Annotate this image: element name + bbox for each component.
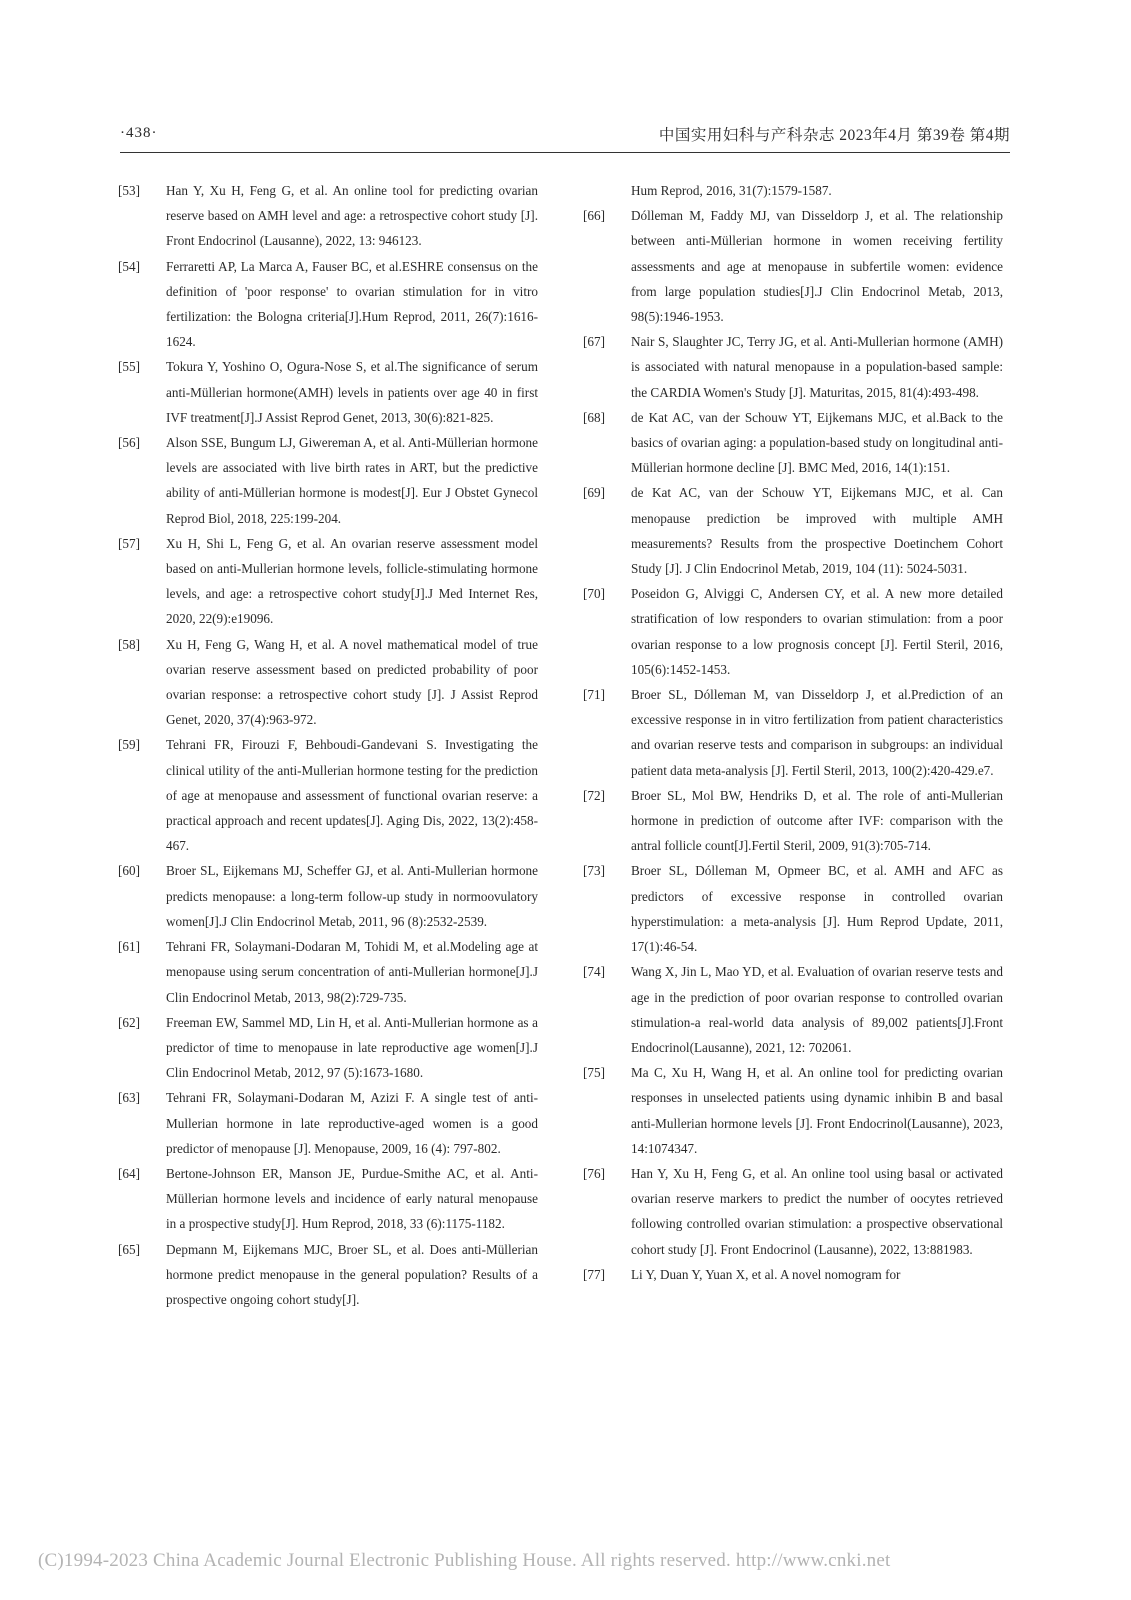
reference-number: [68] bbox=[583, 409, 605, 425]
reference-text: Wang X, Jin L, Mao YD, et al. Evaluation of ovarian reserve tests and age in the prediction of poor ovarian response to controlled ovarian stimulation-a real-world data analysis of 89,002 patients[J].Front Endocrinol(Lausanne), 2021, 12: 702061. bbox=[631, 964, 1003, 1055]
reference-text: Broer SL, Mol BW, Hendriks D, et al. The role of anti-Mullerian hormone in prediction of outcome after IVF: comparison with the antral follicle count[J].Fertil Steril, 2009, 91(3):705-714. bbox=[631, 787, 1003, 854]
reference-number: [69] bbox=[583, 485, 605, 501]
reference-entry bbox=[583, 783, 1003, 859]
page-header bbox=[120, 121, 1010, 151]
reference-text: Xu H, Shi L, Feng G, et al. An ovarian reserve assessment model based on anti-Mullerian hormone levels, follicle-stimulating hormone levels, and age: a retrospective cohort study[J].J Med Internet Res, 2020, 22(9):e19096. bbox=[166, 535, 538, 627]
reference-number: [56] bbox=[118, 435, 140, 451]
reference-text: Bertone-Johnson ER, Manson JE, Purdue-Smithe AC, et al. Anti-Müllerian hormone levels and incidence of early natural menopause in a prospective study[J]. Hum Reprod, 2018, 33 (6):1175-1182. bbox=[166, 1165, 538, 1232]
reference-text: Dólleman M, Faddy MJ, van Disseldorp J, et al. The relationship between anti-Müllerian hormone in women receiving fertility assessments and age at menopause in subfertile women: evidence from large population studies[J].J Clin Endocrinol Metab, 2013, 98(5):1946-1953. bbox=[631, 208, 1003, 325]
reference-text: Broer SL, Dólleman M, van Disseldorp J, et al.Prediction of an excessive response in in vitro fertilization from patient characteristics and ovarian reserve tests and comparison in subgroups: an individual patient data meta-analysis [J]. Fertil Steril, 2013, 100(2):420-429.e7. bbox=[631, 687, 1003, 778]
reference-entry bbox=[118, 632, 538, 733]
reference-text: Xu H, Feng G, Wang H, et al. A novel mathematical model of true ovarian reserve assessment based on predicted probability of poor ovarian response: a retrospective cohort study [J]. J Assist Reprod Genet, 2020, 37(4):963-972. bbox=[166, 636, 538, 728]
reference-number: [59] bbox=[118, 737, 140, 753]
reference-entry bbox=[118, 858, 538, 934]
reference-number: [67] bbox=[583, 334, 605, 350]
reference-text: Broer SL, Dólleman M, Opmeer BC, et al. AMH and AFC as predictors of excessive response in controlled ovarian hyperstimulation: a meta-analysis [J]. Hum Reprod Update, 2011, 17(1):46-54. bbox=[631, 863, 1003, 955]
reference-number: [62] bbox=[118, 1014, 140, 1030]
reference-entry bbox=[118, 934, 538, 1010]
reference-number: [75] bbox=[583, 1065, 605, 1081]
reference-number: [77] bbox=[583, 1266, 605, 1282]
reference-entry bbox=[583, 178, 1003, 203]
reference-entry bbox=[118, 732, 538, 858]
journal-title: 中国实用妇科与产科杂志 2023年4月 第39卷 第4期 bbox=[658, 127, 1010, 144]
reference-text: Han Y, Xu H, Feng G, et al. An online tool for predicting ovarian reserve based on AMH level and age: a retrospective cohort study [J]. Front Endocrinol (Lausanne), 2022, 13: 946123. bbox=[166, 183, 538, 249]
reference-text: Li Y, Duan Y, Yuan X, et al. A novel nomogram for bbox=[631, 1266, 901, 1282]
reference-entry bbox=[583, 1060, 1003, 1161]
reference-entry bbox=[118, 254, 538, 355]
reference-text: Tehrani FR, Solaymani-Dodaran M, Azizi F. A single test of anti-Mullerian hormone in late reproductive-aged women is a good predictor of menopause [J]. Menopause, 2009, 16 (4): 797-802. bbox=[166, 1090, 538, 1156]
reference-number: [61] bbox=[118, 939, 140, 955]
reference-entry bbox=[583, 581, 1003, 682]
reference-column-left bbox=[118, 178, 538, 1312]
reference-entry bbox=[583, 1161, 1003, 1262]
reference-number: [57] bbox=[118, 535, 140, 551]
reference-number: [66] bbox=[583, 208, 605, 224]
reference-text: Depmann M, Eijkemans MJC, Broer SL, et al. Does anti-Müllerian hormone predict menopause in the general population? Results of a prospective ongoing cohort study[J]. bbox=[166, 1241, 538, 1307]
reference-entry bbox=[583, 858, 1003, 959]
reference-text: Tehrani FR, Solaymani-Dodaran M, Tohidi M, et al.Modeling age at menopause using serum concentration of anti-Mullerian hormone[J].J Clin Endocrinol Metab, 2013, 98(2):729-735. bbox=[166, 939, 538, 1005]
reference-number: [74] bbox=[583, 964, 605, 980]
reference-text: Tokura Y, Yoshino O, Ogura-Nose S, et al.The significance of serum anti-Müllerian hormone(AMH) levels in patients over age 40 in first IVF treatment[J].J Assist Reprod Genet, 2013, 30(6):821-825. bbox=[166, 359, 538, 425]
reference-entry bbox=[118, 531, 538, 632]
reference-number: [65] bbox=[118, 1241, 140, 1257]
reference-number: [76] bbox=[583, 1165, 605, 1181]
reference-entry bbox=[583, 959, 1003, 1060]
reference-entry bbox=[118, 178, 538, 254]
reference-number: [71] bbox=[583, 687, 605, 703]
reference-text: de Kat AC, van der Schouw YT, Eijkemans MJC, et al.Back to the basics of ovarian aging: a population-based study on longitudinal anti-Müllerian hormone decline [J]. BMC Med, 2016, 14(1):151. bbox=[631, 409, 1003, 476]
reference-entry bbox=[583, 1262, 1003, 1287]
copyright-footer: (C)1994-2023 China Academic Journal Electronic Publishing House. All rights reserved. http://www.cnki.net bbox=[38, 1550, 891, 1571]
reference-number: [55] bbox=[118, 359, 140, 375]
reference-entry bbox=[583, 682, 1003, 783]
reference-text: Nair S, Slaughter JC, Terry JG, et al. Anti-Mullerian hormone (AMH) is associated with natural menopause in a population-based sample: the CARDIA Women's Study [J]. Maturitas, 2015, 81(4):493-498. bbox=[631, 334, 1003, 400]
reference-text: Alson SSE, Bungum LJ, Giwereman A, et al. Anti-Müllerian hormone levels are associated with live birth rates in ART, but the predictive ability of anti-Müllerian hormone is modest[J]. Eur J Obstet Gynecol Reprod Biol, 2018, 225:199-204. bbox=[166, 435, 538, 526]
reference-entry bbox=[118, 1010, 538, 1086]
reference-number: [58] bbox=[118, 636, 140, 652]
reference-entry bbox=[583, 480, 1003, 581]
reference-number: [73] bbox=[583, 863, 605, 879]
reference-text: Freeman EW, Sammel MD, Lin H, et al. Anti-Mullerian hormone as a predictor of time to menopause in late reproductive age women[J].J Clin Endocrinol Metab, 2012, 97 (5):1673-1680. bbox=[166, 1014, 538, 1081]
reference-entry bbox=[118, 1237, 538, 1313]
reference-text: Tehrani FR, Firouzi F, Behboudi-Gandevani S. Investigating the clinical utility of the anti-Mullerian hormone testing for the prediction of age at menopause and assessment of functional ovarian reserve: a practical approach and recent updates[J]. Aging Dis, 2022, 13(2):458-467. bbox=[166, 737, 538, 854]
reference-entry bbox=[118, 1161, 538, 1237]
reference-number: [54] bbox=[118, 258, 140, 274]
reference-text: Ma C, Xu H, Wang H, et al. An online tool for predicting ovarian responses in unselected patients using dynamic inhibin B and basal anti-Mullerian hormone levels [J]. Front Endocrinol(Lausanne), 2023, 14:1074347. bbox=[631, 1065, 1003, 1156]
reference-text: Poseidon G, Alviggi C, Andersen CY, et al. A new more detailed stratification of low responders to ovarian stimulation: from a poor ovarian response to a low prognosis concept [J]. Fertil Steril, 2016, 105(6):1452-1453. bbox=[631, 586, 1003, 677]
reference-text: Hum Reprod, 2016, 31(7):1579-1587. bbox=[631, 183, 832, 198]
reference-text: Ferraretti AP, La Marca A, Fauser BC, et al.ESHRE consensus on the definition of 'poor response' to ovarian stimulation for in vitro fertilization: the Bologna criteria[J].Hum Reprod, 2011, 26(7):1616-1624. bbox=[166, 258, 538, 350]
reference-number: [72] bbox=[583, 787, 605, 803]
reference-number: [64] bbox=[118, 1165, 140, 1181]
reference-number: [53] bbox=[118, 183, 140, 198]
reference-text: de Kat AC, van der Schouw YT, Eijkemans MJC, et al. Can menopause prediction be improved with multiple AMH measurements? Results from the prospective Doetinchem Cohort Study [J]. J Clin Endocrinol Metab, 2019, 104 (11): 5024-5031. bbox=[631, 485, 1003, 577]
reference-entry bbox=[583, 203, 1003, 329]
reference-entry bbox=[118, 354, 538, 430]
reference-column-right bbox=[583, 178, 1003, 1287]
page-number: ·438· bbox=[120, 125, 158, 141]
header-rule bbox=[120, 152, 1010, 153]
reference-number: [70] bbox=[583, 586, 605, 602]
reference-number: [63] bbox=[118, 1090, 140, 1106]
reference-entry bbox=[118, 430, 538, 531]
reference-number: [60] bbox=[118, 863, 140, 879]
reference-entry bbox=[118, 1085, 538, 1161]
reference-text: Broer SL, Eijkemans MJ, Scheffer GJ, et al. Anti-Mullerian hormone predicts menopause: a long-term follow-up study in normoovulatory women[J].J Clin Endocrinol Metab, 2011, 96 (8):2532-2539. bbox=[166, 863, 538, 929]
reference-entry bbox=[583, 405, 1003, 481]
reference-entry bbox=[583, 329, 1003, 405]
reference-text: Han Y, Xu H, Feng G, et al. An online tool using basal or activated ovarian reserve markers to predict the number of oocytes retrieved following controlled ovarian stimulation: a prospective observational cohort study [J]. Front Endocrinol (Lausanne), 2022, 13:881983. bbox=[631, 1165, 1003, 1257]
